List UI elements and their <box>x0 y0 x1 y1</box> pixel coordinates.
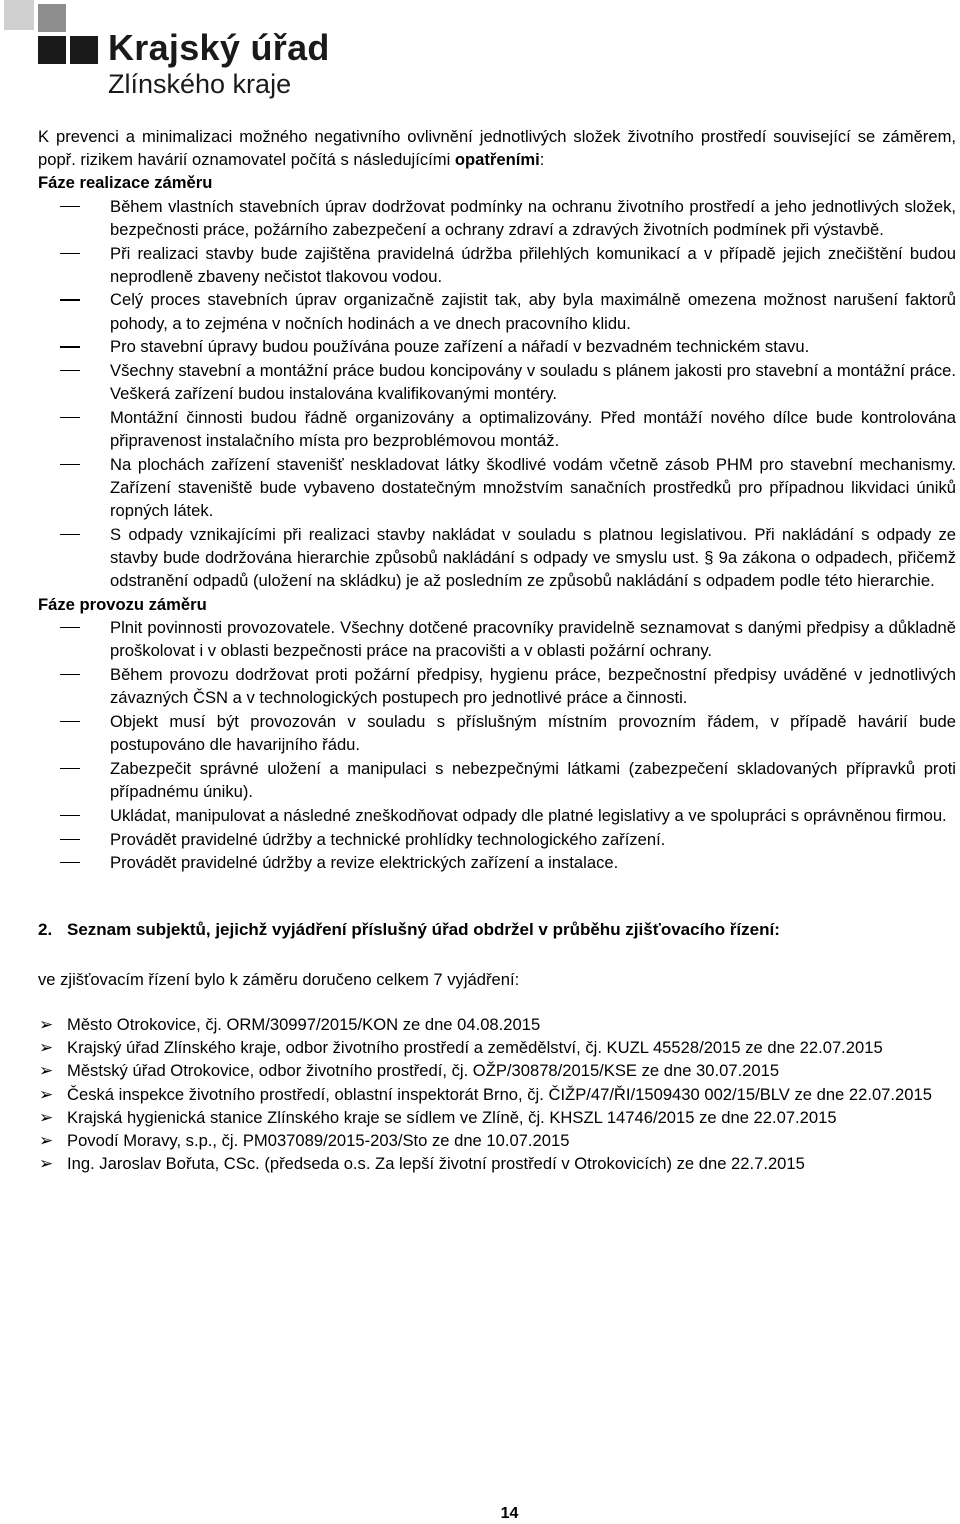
dash-bullet <box>60 721 80 722</box>
dash-bullet <box>60 299 80 300</box>
dash-bullet <box>60 370 80 371</box>
intro-tail: : <box>539 150 545 170</box>
section-title-text: Seznam subjektů, jejichž vyjádření příslušný úřad obdržel v průběhu zjišťovacího řízení: <box>67 919 780 939</box>
list-item <box>38 1152 956 1175</box>
intro-bold: opatřeními <box>454 150 540 170</box>
list-item-text: Provádět pravidelné údržby a technické prohlídky technologického zařízení. <box>110 829 666 849</box>
dash-bullet <box>60 815 80 816</box>
arrow-bullet-icon: ➢ <box>39 1130 54 1150</box>
logo-title: Krajský úřad <box>108 27 330 68</box>
list-item <box>38 1013 956 1036</box>
list-item-text: Na plochách zařízení stavenišť neskladovat látky škodlivé vodám včetně zásob PHM pro stavební mechanismy. Zařízení staveniště bude vybaveno dostatečným množstvím sanačních prostředků pro případnou likvidaci úniků ropných látek. <box>110 454 956 521</box>
page-number: 14 <box>500 1505 519 1522</box>
list-item-text: Zabezpečit správné uložení a manipulaci s nebezpečnými látkami (zabezpečení skladovaných přípravků proti případnému úniku). <box>110 758 956 802</box>
list-item <box>38 828 956 851</box>
arrow-bullet-icon: ➢ <box>39 1107 54 1127</box>
list-item-text: Během provozu dodržovat proti požární předpisy, hygienu práce, bezpečnostní předpisy uváděné v jednotlivých závazných ČSN a v technologických postupech pro jednotlivé práce a činnosti. <box>110 665 956 708</box>
statements-list <box>38 1013 956 1175</box>
dash-bullet <box>60 253 80 254</box>
dash-bullet <box>60 206 80 207</box>
list-item <box>38 1036 956 1059</box>
list-item-text: Všechny stavební a montážní práce budou koncipovány v souladu s plánem jakosti pro stavební a montážní práce. Veškerá zařízení budou instalována kvalifikovanými montéry. <box>110 361 956 404</box>
section-2-title <box>38 918 956 941</box>
list-item-text: Celý proces stavebních úprav organizačně zajistit tak, aby byla maximálně omezena možnost narušení faktorů pohody, a to zejména v nočních hodinách a ve dnech pracovního klidu. <box>110 290 956 333</box>
phase-operation-heading: Fáze provozu záměru <box>38 595 207 615</box>
list-item <box>38 335 956 358</box>
list-item <box>38 1129 956 1152</box>
dash-bullet <box>60 839 80 840</box>
list-item-text: Ukládat, manipulovat a následné zneškodňovat odpady dle platné legislativy a ve spolupráci s oprávněnou firmou. <box>110 805 947 825</box>
list-item-text: Montážní činnosti budou řádně organizovány a optimalizovány. Před montáží nového dílce bude kontrolována připravenost instalačního místa pro bezproblémovou montáž. <box>110 407 956 451</box>
list-item-text: Krajská hygienická stanice Zlínského kraje se sídlem ve Zlíně, čj. KHSZL 14746/2015 ze dne 22.07.2015 <box>67 1107 837 1127</box>
authority-logo <box>0 0 330 110</box>
dash-bullet <box>60 534 80 535</box>
list-item-text: Městský úřad Otrokovice, odbor životního prostředí, čj. OŽP/30878/2015/KSE ze dne 30.07.2015 <box>67 1061 780 1081</box>
list-item <box>38 1059 956 1082</box>
list-item <box>38 406 956 452</box>
list-item-text: Objekt musí být provozován v souladu s příslušným místním provozním řádem, v případě havárií bude postupováno dle havarijního řádu. <box>110 712 956 755</box>
logo-square-dark <box>38 36 66 64</box>
list-item-text: Povodí Moravy, s.p., čj. PM037089/2015-203/Sto ze dne 10.07.2015 <box>67 1130 570 1150</box>
arrow-bullet-icon: ➢ <box>39 1154 54 1174</box>
phase-operation-list <box>38 616 956 874</box>
arrow-bullet-icon: ➢ <box>39 1014 54 1034</box>
intro-text: K prevenci a minimalizaci možného negativního ovlivnění jednotlivých složek životního prostředí související se záměrem, popř. rizikem havárií oznamovatel počítá s následujícími <box>38 127 956 170</box>
list-item-text: Česká inspekce životního prostředí, oblastní inspektorát Brno, čj. ČIŽP/47/ŘI/1509430 002/15/BLV ze dne 22.07.2015 <box>67 1084 932 1104</box>
dash-bullet <box>60 768 80 769</box>
dash-bullet <box>60 346 80 347</box>
list-item <box>38 1083 956 1106</box>
list-item <box>38 523 956 593</box>
list-item <box>38 242 956 288</box>
list-item-text: Plnit povinnosti provozovatele. Všechny dotčené pracovníky pravidelně seznamovat s danými předpisy a důkladně proškolovat i v oblasti bezpečnosti práce na pracovišti a v oblasti požární ochrany. <box>110 618 956 661</box>
arrow-bullet-icon: ➢ <box>39 1084 54 1104</box>
list-item-text: Při realizaci stavby bude zajištěna pravidelná údržba přilehlých komunikací a v případě jejich znečištění budou neprodleně zbaveny nečistot tlakovou vodou. <box>110 243 956 286</box>
phase-realization-heading: Fáze realizace záměru <box>38 173 213 193</box>
list-item <box>38 757 956 803</box>
list-item-text: Krajský úřad Zlínského kraje, odbor životního prostředí a zemědělství, čj. KUZL 45528/2015 ze dne 22.07.2015 <box>67 1038 883 1058</box>
arrow-bullet-icon: ➢ <box>39 1038 54 1058</box>
list-item-text: Provádět pravidelné údržby a revize elektrických zařízení a instalace. <box>110 853 619 873</box>
list-item-text: Město Otrokovice, čj. ORM/30997/2015/KON ze dne 04.08.2015 <box>67 1014 541 1034</box>
list-item <box>38 851 956 874</box>
dash-bullet <box>60 862 80 863</box>
list-item-text: Během vlastních stavebních úprav dodržovat podmínky na ochranu životního prostředí a jeho jednotlivých složek, bezpečnosti práce, požárního zabezpečení a ochrany zdraví a zdravých životních podmínek při výstavbě. <box>110 196 956 239</box>
intro-paragraph <box>38 125 956 171</box>
logo-subtitle: Zlínského kraje <box>108 69 292 99</box>
logo-square-light <box>4 0 34 30</box>
dash-bullet <box>60 627 80 628</box>
list-item <box>38 288 956 334</box>
section-2-intro: ve zjišťovacím řízení bylo k záměru doručeno celkem 7 vyjádření: <box>38 969 520 989</box>
list-item-text: S odpady vznikajícími při realizaci stavby nakládat v souladu s platnou legislativou. Při nakládání s odpady ze stavby bude dodržována hierarchie způsobů nakládání s odpady ve smyslu ust. § 9a zákona o odpadech, přičemž odstranění odpadů (uložení na skládku) je až posledním ze způsobů nakládání s odpadem podle této hierarchie. <box>110 524 956 591</box>
dash-bullet <box>60 417 80 418</box>
dash-bullet <box>60 674 80 675</box>
dash-bullet <box>60 464 80 465</box>
logo-square-dark <box>70 36 98 64</box>
phase-realization-list <box>38 195 956 593</box>
list-item <box>38 616 956 662</box>
list-item-text: Pro stavební úpravy budou používána pouze zařízení a nářadí v bezvadném technickém stavu. <box>110 337 810 357</box>
logo-square-mid <box>38 4 66 32</box>
list-item <box>38 1106 956 1129</box>
list-item <box>38 663 956 709</box>
list-item <box>38 804 956 827</box>
list-item <box>38 453 956 523</box>
document-body <box>38 125 956 1175</box>
section-number: 2. <box>38 919 53 939</box>
list-item <box>38 195 956 241</box>
list-item-text: Ing. Jaroslav Bořuta, CSc. (předseda o.s. Za lepší životní prostředí v Otrokovicích) ze dne 22.7.2015 <box>67 1154 805 1174</box>
arrow-bullet-icon: ➢ <box>39 1061 54 1081</box>
list-item <box>38 710 956 756</box>
list-item <box>38 359 956 405</box>
